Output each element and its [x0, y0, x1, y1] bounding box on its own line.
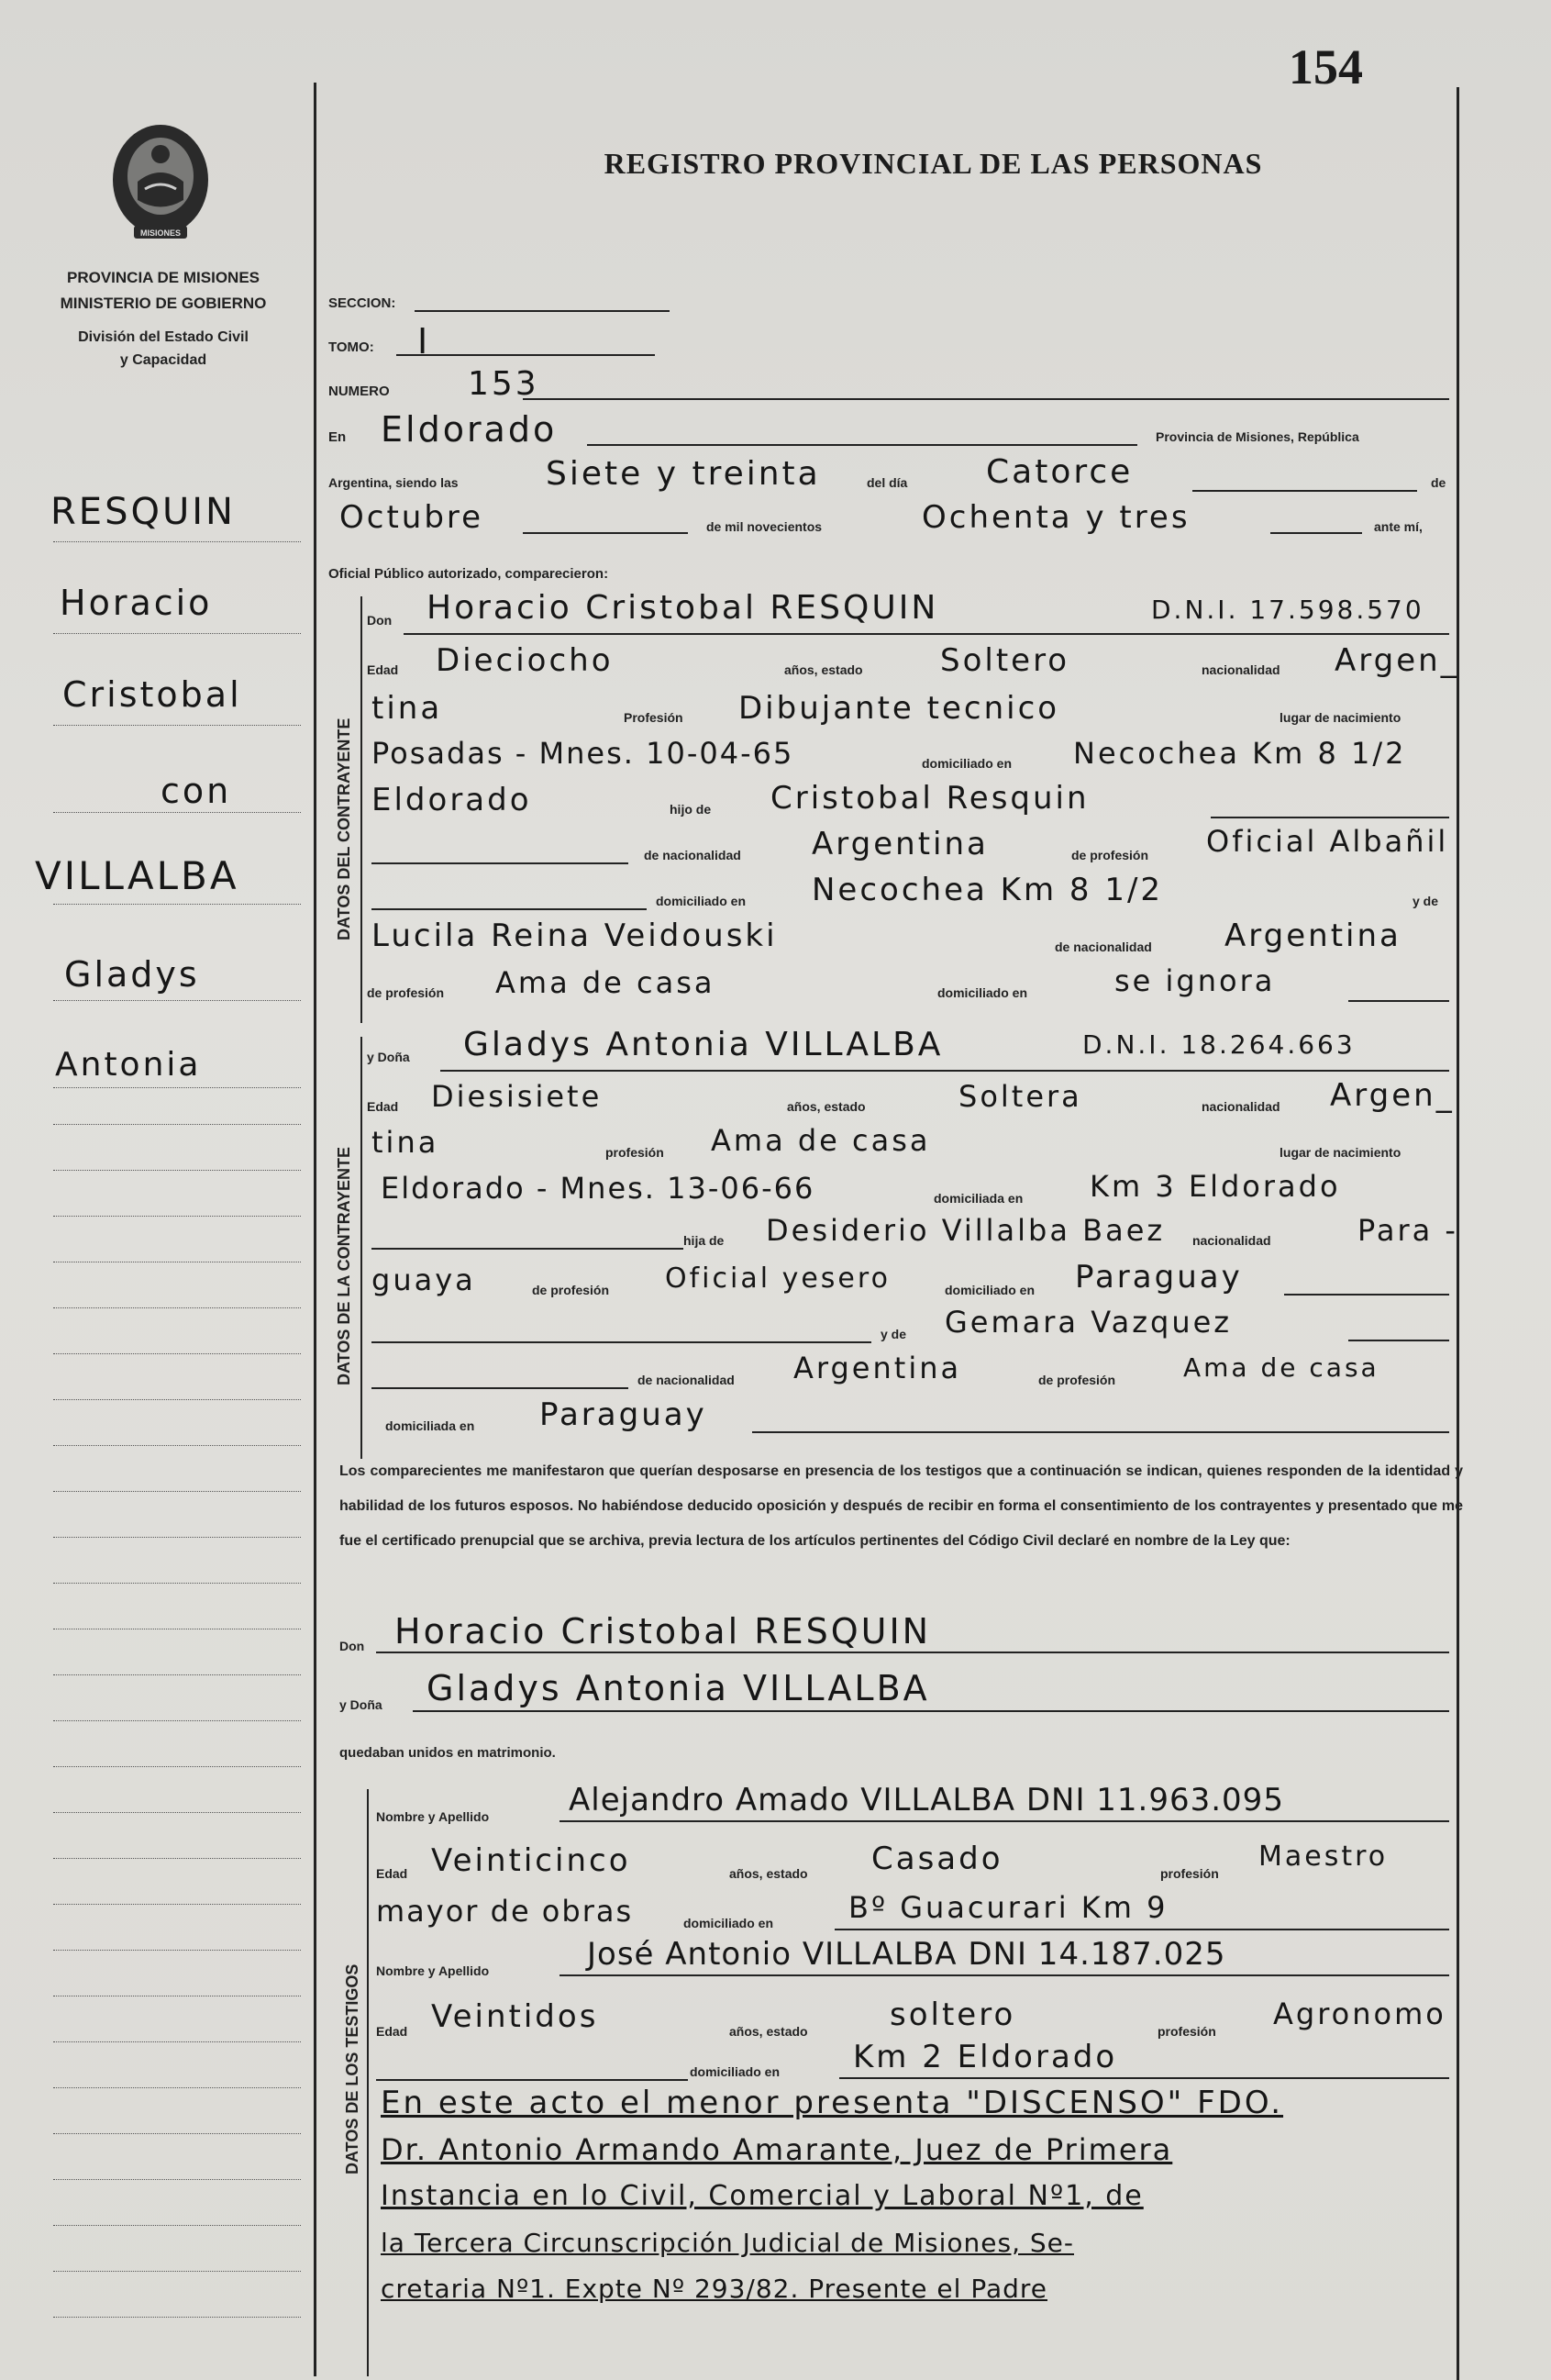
groom-domicilio-1: Necochea Km 8 1/2: [1073, 736, 1407, 771]
del-dia-label: del día: [867, 475, 908, 490]
w2-dom-line: [839, 2077, 1449, 2079]
bride-padre-dom: Paraguay: [1075, 1259, 1243, 1296]
bride-bracket: [360, 1037, 362, 1459]
groom-nac-1: Argen_: [1335, 642, 1459, 679]
w1-domicilio: Bº Guacurari Km 9: [848, 1890, 1169, 1925]
groom-estado: Soltero: [940, 642, 1070, 679]
w2-dom-label: domiciliado en: [690, 2064, 781, 2079]
seal-text: MISIONES: [139, 228, 182, 238]
mes-value: Octubre: [339, 499, 484, 536]
ministry-name: MINISTERIO DE GOBIERNO: [60, 295, 267, 312]
anio-value: Ochenta y tres: [922, 499, 1191, 536]
domiciliado-label: domiciliado en: [922, 756, 1013, 771]
groom-name-line: [404, 633, 1449, 635]
groom-edad: Dieciocho: [436, 642, 614, 679]
bride-padre-prof: Oficial yesero: [665, 1262, 891, 1295]
groom-domicilio-2: Eldorado: [371, 782, 532, 818]
domiciliado-en-label-2: domiciliado en: [656, 894, 747, 908]
domiciliado-en-label-3: domiciliado en: [937, 985, 1028, 1000]
groom-padre: Cristobal Resquin: [770, 780, 1090, 817]
numero-line: [523, 398, 1449, 400]
profesion-label: Profesión: [624, 710, 683, 725]
hijo-de-label: hijo de: [670, 802, 712, 817]
de-profesion-label: de profesión: [1071, 848, 1149, 862]
edad-label: Edad: [367, 662, 399, 677]
note-line-1: En este acto el menor presenta "DISCENSO" FDO.: [381, 2085, 1284, 2121]
bride-nac-label: nacionalidad: [1202, 1099, 1280, 1114]
bride-madre-nac: Argentina: [793, 1351, 962, 1385]
groom-name: Horacio Cristobal RESQUIN: [427, 589, 939, 627]
groom-lugar-fecha: Posadas - Mnes. 10-04-65: [371, 736, 794, 771]
lugar-value: Eldorado: [381, 409, 558, 450]
bride-madre-nac-pre-line: [371, 1387, 628, 1389]
bride-profesion: Ama de casa: [711, 1123, 931, 1158]
bride-estado: Soltera: [958, 1079, 1082, 1114]
w2-profesion-label: profesión: [1158, 2024, 1216, 2039]
groom-bracket: [360, 596, 362, 1023]
witness-bracket: [367, 1789, 369, 2376]
bride-side-label: DATOS DE LA CONTRAYENTE: [335, 1146, 353, 1385]
lugar-line: [587, 444, 1137, 446]
bride-edad-label: Edad: [367, 1099, 399, 1114]
lugar-nac-label: lugar de nacimiento: [1280, 710, 1401, 725]
document-title: REGISTRO PROVINCIAL DE LAS PERSONAS: [604, 147, 1263, 180]
groom-madre-dom-line: [1348, 1000, 1449, 1002]
bride-nac-1: Argen_: [1330, 1077, 1455, 1114]
dia-value: Catorce: [986, 453, 1134, 491]
bride-lugar-nac-label: lugar de nacimiento: [1280, 1145, 1401, 1160]
note-line-5: cretaria Nº1. Expte Nº 293/82. Presente el Padre: [381, 2274, 1048, 2304]
provincia-label: Provincia de Misiones, República: [1156, 429, 1359, 444]
de-nacionalidad-label: de nacionalidad: [644, 848, 741, 862]
bride-de-profesion-label: de profesión: [532, 1283, 610, 1297]
union-dona-name: Gladys Antonia VILLALBA: [427, 1668, 930, 1708]
dia-line: [1192, 490, 1417, 492]
anio-line: [1270, 532, 1362, 534]
w1-dom-label: domiciliado en: [683, 1916, 774, 1930]
w2-profesion: Agronomo: [1273, 1996, 1446, 2031]
y-de-label: y de: [1413, 894, 1439, 908]
bride-padre-dom-label: domiciliado en: [945, 1283, 1036, 1297]
bride-padre-dom-line: [1284, 1294, 1449, 1296]
bride-madre: Gemara Vazquez: [945, 1305, 1233, 1340]
w2-nombre-line: [559, 1974, 1449, 1976]
w2-dom-pre-line: [376, 2079, 688, 2081]
bride-dni: D.N.I. 18.264.663: [1082, 1029, 1356, 1060]
groom-profesion: Dibujante tecnico: [738, 690, 1060, 727]
mes-line: [523, 532, 688, 534]
de-label: de: [1431, 475, 1446, 490]
bride-edad: Diesisiete: [431, 1079, 603, 1114]
witness-side-label: DATOS DE LOS TESTIGOS: [343, 1963, 361, 2174]
numero-label: NUMERO: [328, 384, 390, 399]
anos-estado-label: años, estado: [784, 662, 863, 677]
bride-name: Gladys Antonia VILLALBA: [463, 1026, 944, 1063]
division-line-1: División del Estado Civil: [78, 329, 249, 345]
division-line-2: y Capacidad: [119, 352, 207, 368]
argentina-label: Argentina, siendo las: [328, 475, 459, 490]
w1-profesion-1: Maestro: [1258, 1841, 1389, 1873]
union-dona-label: y Doña: [339, 1697, 382, 1712]
bride-madre-pre-line: [371, 1341, 871, 1343]
bride-padre-pre-line: [371, 1248, 683, 1250]
w2-nombre: José Antonio VILLALBA DNI 14.187.025: [587, 1936, 1226, 1973]
w2-domicilio: Km 2 Eldorado: [853, 2039, 1118, 2075]
y-dona-label: y Doña: [367, 1050, 410, 1064]
w2-nombre-label: Nombre y Apellido: [376, 1963, 490, 1978]
w1-edad: Veinticinco: [431, 1842, 631, 1879]
margin-line-3: Cristobal: [62, 674, 242, 715]
left-rule: [314, 83, 316, 2376]
note-line-2: Dr. Antonio Armando Amarante, Juez de Primera: [381, 2132, 1173, 2167]
w1-nombre-line: [559, 1820, 1449, 1822]
w1-nombre: Alejandro Amado VILLALBA DNI 11.963.095: [569, 1782, 1284, 1818]
de-nacionalidad-label-2: de nacionalidad: [1055, 940, 1152, 954]
seccion-label: SECCION:: [328, 295, 396, 311]
margin-line-4: con: [161, 771, 232, 811]
page-number: 154: [1289, 39, 1363, 95]
groom-madre: Lucila Reina Veidouski: [371, 918, 778, 954]
bride-madre-prof: Ama de casa: [1183, 1352, 1379, 1383]
bride-de-nac-label: de nacionalidad: [637, 1373, 735, 1387]
tomo-line: [396, 354, 655, 356]
union-dona-line: [413, 1710, 1449, 1712]
bride-madre-dom-label: domiciliada en: [385, 1418, 475, 1433]
bride-profesion-label: profesión: [605, 1145, 664, 1160]
union-don-label: Don: [339, 1639, 365, 1653]
groom-padre-dom: Necochea Km 8 1/2: [812, 872, 1164, 908]
w2-edad-label: Edad: [376, 2024, 408, 2039]
note-line-3: Instancia en lo Civil, Comercial y Laboral Nº1, de: [381, 2180, 1144, 2212]
w1-nombre-label: Nombre y Apellido: [376, 1809, 490, 1824]
bride-padre-nac-2: guaya: [371, 1262, 476, 1297]
bride-name-line: [440, 1070, 1449, 1072]
hora-value: Siete y treinta: [546, 455, 821, 493]
w1-edad-label: Edad: [376, 1866, 408, 1881]
bride-lugar-fecha: Eldorado - Mnes. 13-06-66: [381, 1171, 815, 1206]
margin-line-2: Horacio: [60, 583, 213, 623]
bride-padre: Desiderio Villalba Baez: [766, 1213, 1166, 1248]
groom-padre-nac: Argentina: [812, 826, 989, 862]
tomo-value: I: [417, 321, 431, 361]
margin-line-5: VILLALBA: [35, 853, 239, 898]
quedaban-label: quedaban unidos en matrimonio.: [339, 1745, 556, 1761]
seccion-line: [415, 310, 670, 312]
groom-madre-nac: Argentina: [1224, 918, 1401, 954]
groom-madre-prof: Ama de casa: [495, 965, 715, 1000]
groom-padre-line: [1211, 817, 1449, 818]
union-don-line: [376, 1652, 1449, 1653]
bride-nac-2: tina: [371, 1125, 439, 1160]
w1-estado-label: años, estado: [729, 1866, 808, 1881]
declaration-paragraph: Los comparecientes me manifestaron que querían desposarse en presencia de los testigos que a continuación se indican, quienes responden de la identidad y habilidad de los futuros esposos. No habiéndose deducido oposición y después de recibir en forma el consentimiento de los contrayentes y presentado que me fue el certificado prenupcial que se archiva, previa lectura de los artículos pertinentes del Código Civil declaré en nombre de la Ley que:: [339, 1463, 1463, 1549]
bride-anos-estado-label: años, estado: [787, 1099, 866, 1114]
w2-estado-label: años, estado: [729, 2024, 808, 2039]
w2-estado: soltero: [890, 1996, 1016, 2033]
oficial-label: Oficial Público autorizado, comparecieron:: [328, 566, 609, 582]
numero-value: 153: [468, 365, 539, 403]
bride-madre-dom: Paraguay: [539, 1396, 707, 1433]
w1-estado: Casado: [871, 1841, 1003, 1877]
w1-profesion-label: profesión: [1160, 1866, 1219, 1881]
bride-padre-nac-1: Para -: [1357, 1213, 1458, 1248]
groom-side-label: DATOS DEL CONTRAYENTE: [335, 717, 353, 940]
don-label: Don: [367, 613, 393, 628]
groom-padre-dom-pre-line: [371, 908, 647, 910]
bride-madre-prof-label: de profesión: [1038, 1373, 1116, 1387]
w1-profesion-2: mayor de obras: [376, 1894, 634, 1929]
note-line-4: la Tercera Circunscripción Judicial de Misiones, Se-: [381, 2228, 1074, 2258]
hija-de-label: hija de: [683, 1233, 725, 1248]
provincial-seal: [101, 117, 220, 246]
bride-y-de-label: y de: [881, 1327, 907, 1341]
w1-dom-line: [835, 1929, 1449, 1930]
de-mil-label: de mil novecientos: [706, 519, 823, 534]
w2-edad: Veintidos: [431, 1998, 599, 2035]
groom-padre-nac-line: [371, 862, 628, 864]
groom-padre-prof: Oficial Albañil: [1206, 824, 1449, 859]
bride-madre-line: [1348, 1340, 1449, 1341]
ante-mi-label: ante mí,: [1374, 519, 1423, 534]
domiciliada-label: domiciliada en: [934, 1191, 1024, 1206]
margin-line-6: Gladys: [64, 954, 200, 995]
margin-line-7: Antonia: [55, 1046, 202, 1084]
margin-line-1: RESQUIN: [50, 491, 236, 533]
groom-madre-dom: se ignora: [1114, 963, 1276, 998]
groom-dni: D.N.I. 17.598.570: [1151, 595, 1424, 625]
union-don-name: Horacio Cristobal RESQUIN: [394, 1611, 932, 1652]
groom-nac-2: tina: [371, 690, 443, 727]
tomo-label: TOMO:: [328, 339, 374, 355]
de-profesion-label-2: de profesión: [367, 985, 445, 1000]
bride-madre-dom-line: [752, 1431, 1449, 1433]
en-label: En: [328, 429, 347, 445]
bride-domicilio: Km 3 Eldorado: [1090, 1169, 1341, 1204]
nacionalidad-label: nacionalidad: [1202, 662, 1280, 677]
bride-padre-nac-label: nacionalidad: [1192, 1233, 1271, 1248]
province-name: PROVINCIA DE MISIONES: [66, 269, 260, 286]
